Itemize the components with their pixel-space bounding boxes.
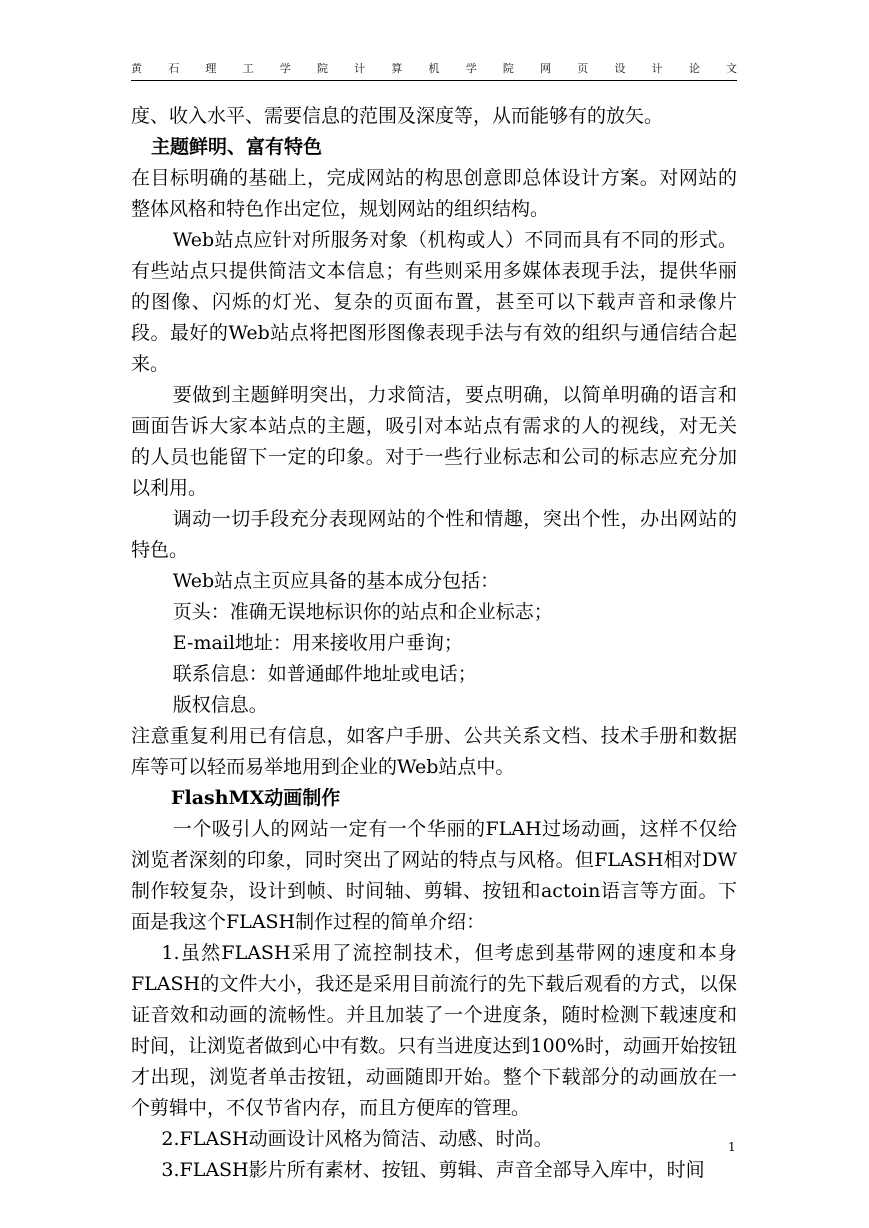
paragraph: 要做到主题鲜明突出，力求简洁，要点明确，以简单明确的语言和画面告诉大家本站点的主题，吸引对本站点有需求的人的视线，对无关的人员也能留下一定的印象。对于一些行业标志和公司的标志应充分加以利用。 (131, 384, 737, 499)
running-header (131, 60, 737, 76)
header-char: 院 (502, 62, 514, 75)
section-heading: FlashMX动画制作 (171, 787, 341, 809)
paragraph: Web站点应针对所服务对象（机构或人）不同而具有不同的形式。有些站点只提供简洁文本信息；有些则采用多媒体表现手法，提供华丽的图像、闪烁的灯光、复杂的页面布置，甚至可以下载声音和录像片段。最好的Web站点将把图形图像表现手法与有效的组织与通信结合起来。 (131, 229, 737, 375)
header-char: 学 (465, 62, 477, 75)
list-item: 版权信息。 (172, 694, 268, 716)
paragraph: 注意重复利用已有信息，如客户手册、公共关系文档、技术手册和数据库等可以轻而易举地用到企业的Web站点中。 (131, 725, 737, 778)
header-char: 设 (614, 62, 626, 75)
body-text (131, 101, 737, 1186)
numbered-item: 1.虽然FLASH采用了流控制技术，但考虑到基带网的速度和本身FLASH的文件大小，我还是采用目前流行的先下载后观看的方式，以保证音效和动画的流畅性。并且加装了一个进度条，随时检测下载速度和时间，让浏览者做到心中有数。只有当进度达到100%时，动画开始按钮才出现，浏览者单击按钮，动画随即开始。整个下载部分的动画放在一个剪辑中，不仅节省内存，而且方便库的管理。 (131, 942, 737, 1119)
list-item: 联系信息：如普通邮件地址或电话； (172, 663, 477, 685)
paragraph: 一个吸引人的网站一定有一个华丽的FLAH过场动画，这样不仅给浏览者深刻的印象，同时突出了网站的特点与风格。但FLASH相对DW制作较复杂，设计到帧、时间轴、剪辑、按钮和actoin语言等方面。下面是我这个FLASH制作过程的简单介绍： (131, 818, 737, 933)
header-char: 论 (688, 62, 700, 75)
paragraph: Web站点主页应具备的基本成分包括： (172, 570, 500, 592)
header-char: 院 (316, 62, 328, 75)
numbered-item: 3.FLASH影片所有素材、按钮、剪辑、声音全部导入库中，时间 (161, 1159, 705, 1181)
numbered-item: 2.FLASH动画设计风格为简洁、动感、时尚。 (161, 1128, 553, 1150)
header-char: 网 (540, 62, 552, 75)
list-item: 页头：准确无误地标识你的站点和企业标志； (172, 601, 553, 623)
header-divider (131, 80, 737, 81)
list-item: E-mail地址：用来接收用户垂询； (172, 632, 463, 654)
header-char: 石 (168, 62, 180, 75)
paragraph: 度、收入水平、需要信息的范围及深度等，从而能够有的放矢。 (131, 105, 664, 127)
header-char: 计 (651, 62, 663, 75)
section-heading: 主题鲜明、富有特色 (151, 136, 323, 158)
header-char: 机 (428, 62, 440, 75)
page-number: 1 (728, 1140, 736, 1154)
header-char: 工 (242, 62, 254, 75)
header-char: 理 (205, 62, 217, 75)
header-char: 算 (391, 62, 403, 75)
paragraph: 调动一切手段充分表现网站的个性和情趣，突出个性，办出网站的特色。 (131, 508, 737, 561)
header-char: 计 (354, 62, 366, 75)
header-char: 文 (726, 62, 737, 75)
header-char: 黄 (131, 62, 142, 75)
header-char: 页 (577, 62, 589, 75)
header-char: 学 (279, 62, 291, 75)
paragraph: 在目标明确的基础上，完成网站的构思创意即总体设计方案。对网站的整体风格和特色作出定位，规划网站的组织结构。 (131, 167, 737, 220)
